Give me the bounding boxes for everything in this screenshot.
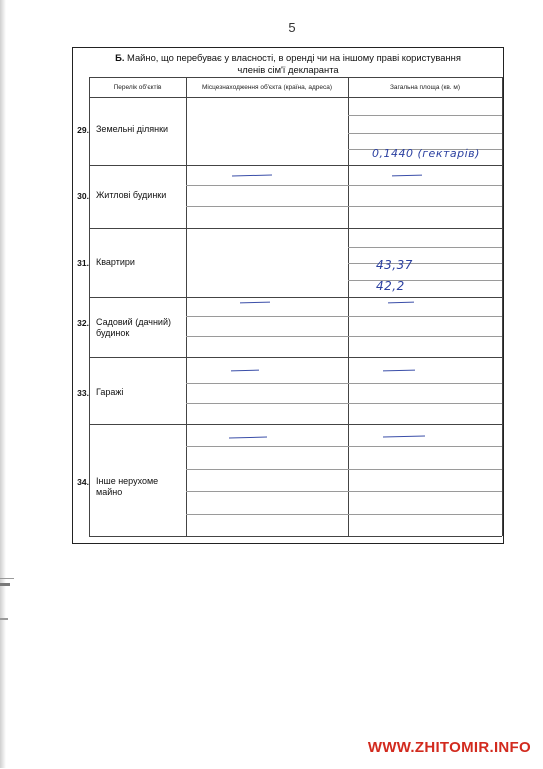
- scan-mark: [0, 618, 8, 620]
- row-label-other-property: Інше нерухоме майно: [96, 476, 159, 497]
- scan-mark: [0, 583, 10, 586]
- column-header-area: Загальна площа (кв. м): [389, 84, 461, 91]
- row-number: 33.: [77, 388, 89, 398]
- section-title-line1: Майно, що перебуває у власності, в оренді чи на іншому праві користування: [127, 52, 461, 63]
- row-number: 30.: [77, 191, 89, 201]
- row-label-apartments: Квартири: [96, 257, 135, 267]
- scan-edge-bottom: [0, 578, 14, 769]
- section-letter: Б.: [115, 52, 125, 63]
- row-label-land-plots: Земельні ділянки: [96, 124, 169, 134]
- row-label-houses: Житлові будинки: [96, 190, 167, 200]
- page-number: 5: [288, 20, 296, 35]
- declaration-section-frame: [72, 47, 504, 544]
- row-number: 34.: [77, 477, 89, 487]
- section-title: [72, 52, 504, 76]
- row-label-garages: Гаражі: [96, 387, 124, 397]
- row-number: 31.: [77, 258, 89, 268]
- handwritten-apartment-area-1: 43,37: [376, 258, 413, 272]
- handwritten-land-area: 0,1440 (гектарів): [372, 147, 480, 160]
- row-number: 32.: [77, 318, 89, 328]
- column-header-location: Місцезнаходження об'єкта (країна, адреса): [202, 84, 332, 91]
- site-watermark: WWW.ZHITOMIR.INFO: [367, 739, 531, 756]
- column-header-objects: Перелік об'єктів: [113, 84, 162, 91]
- handwritten-apartment-area-2: 42,2: [376, 279, 405, 293]
- row-label-garden-house: Садовий (дачний) будинок: [96, 317, 171, 338]
- row-number: 29.: [77, 125, 89, 135]
- section-title-line2: членів сім'ї декларанта: [237, 64, 339, 75]
